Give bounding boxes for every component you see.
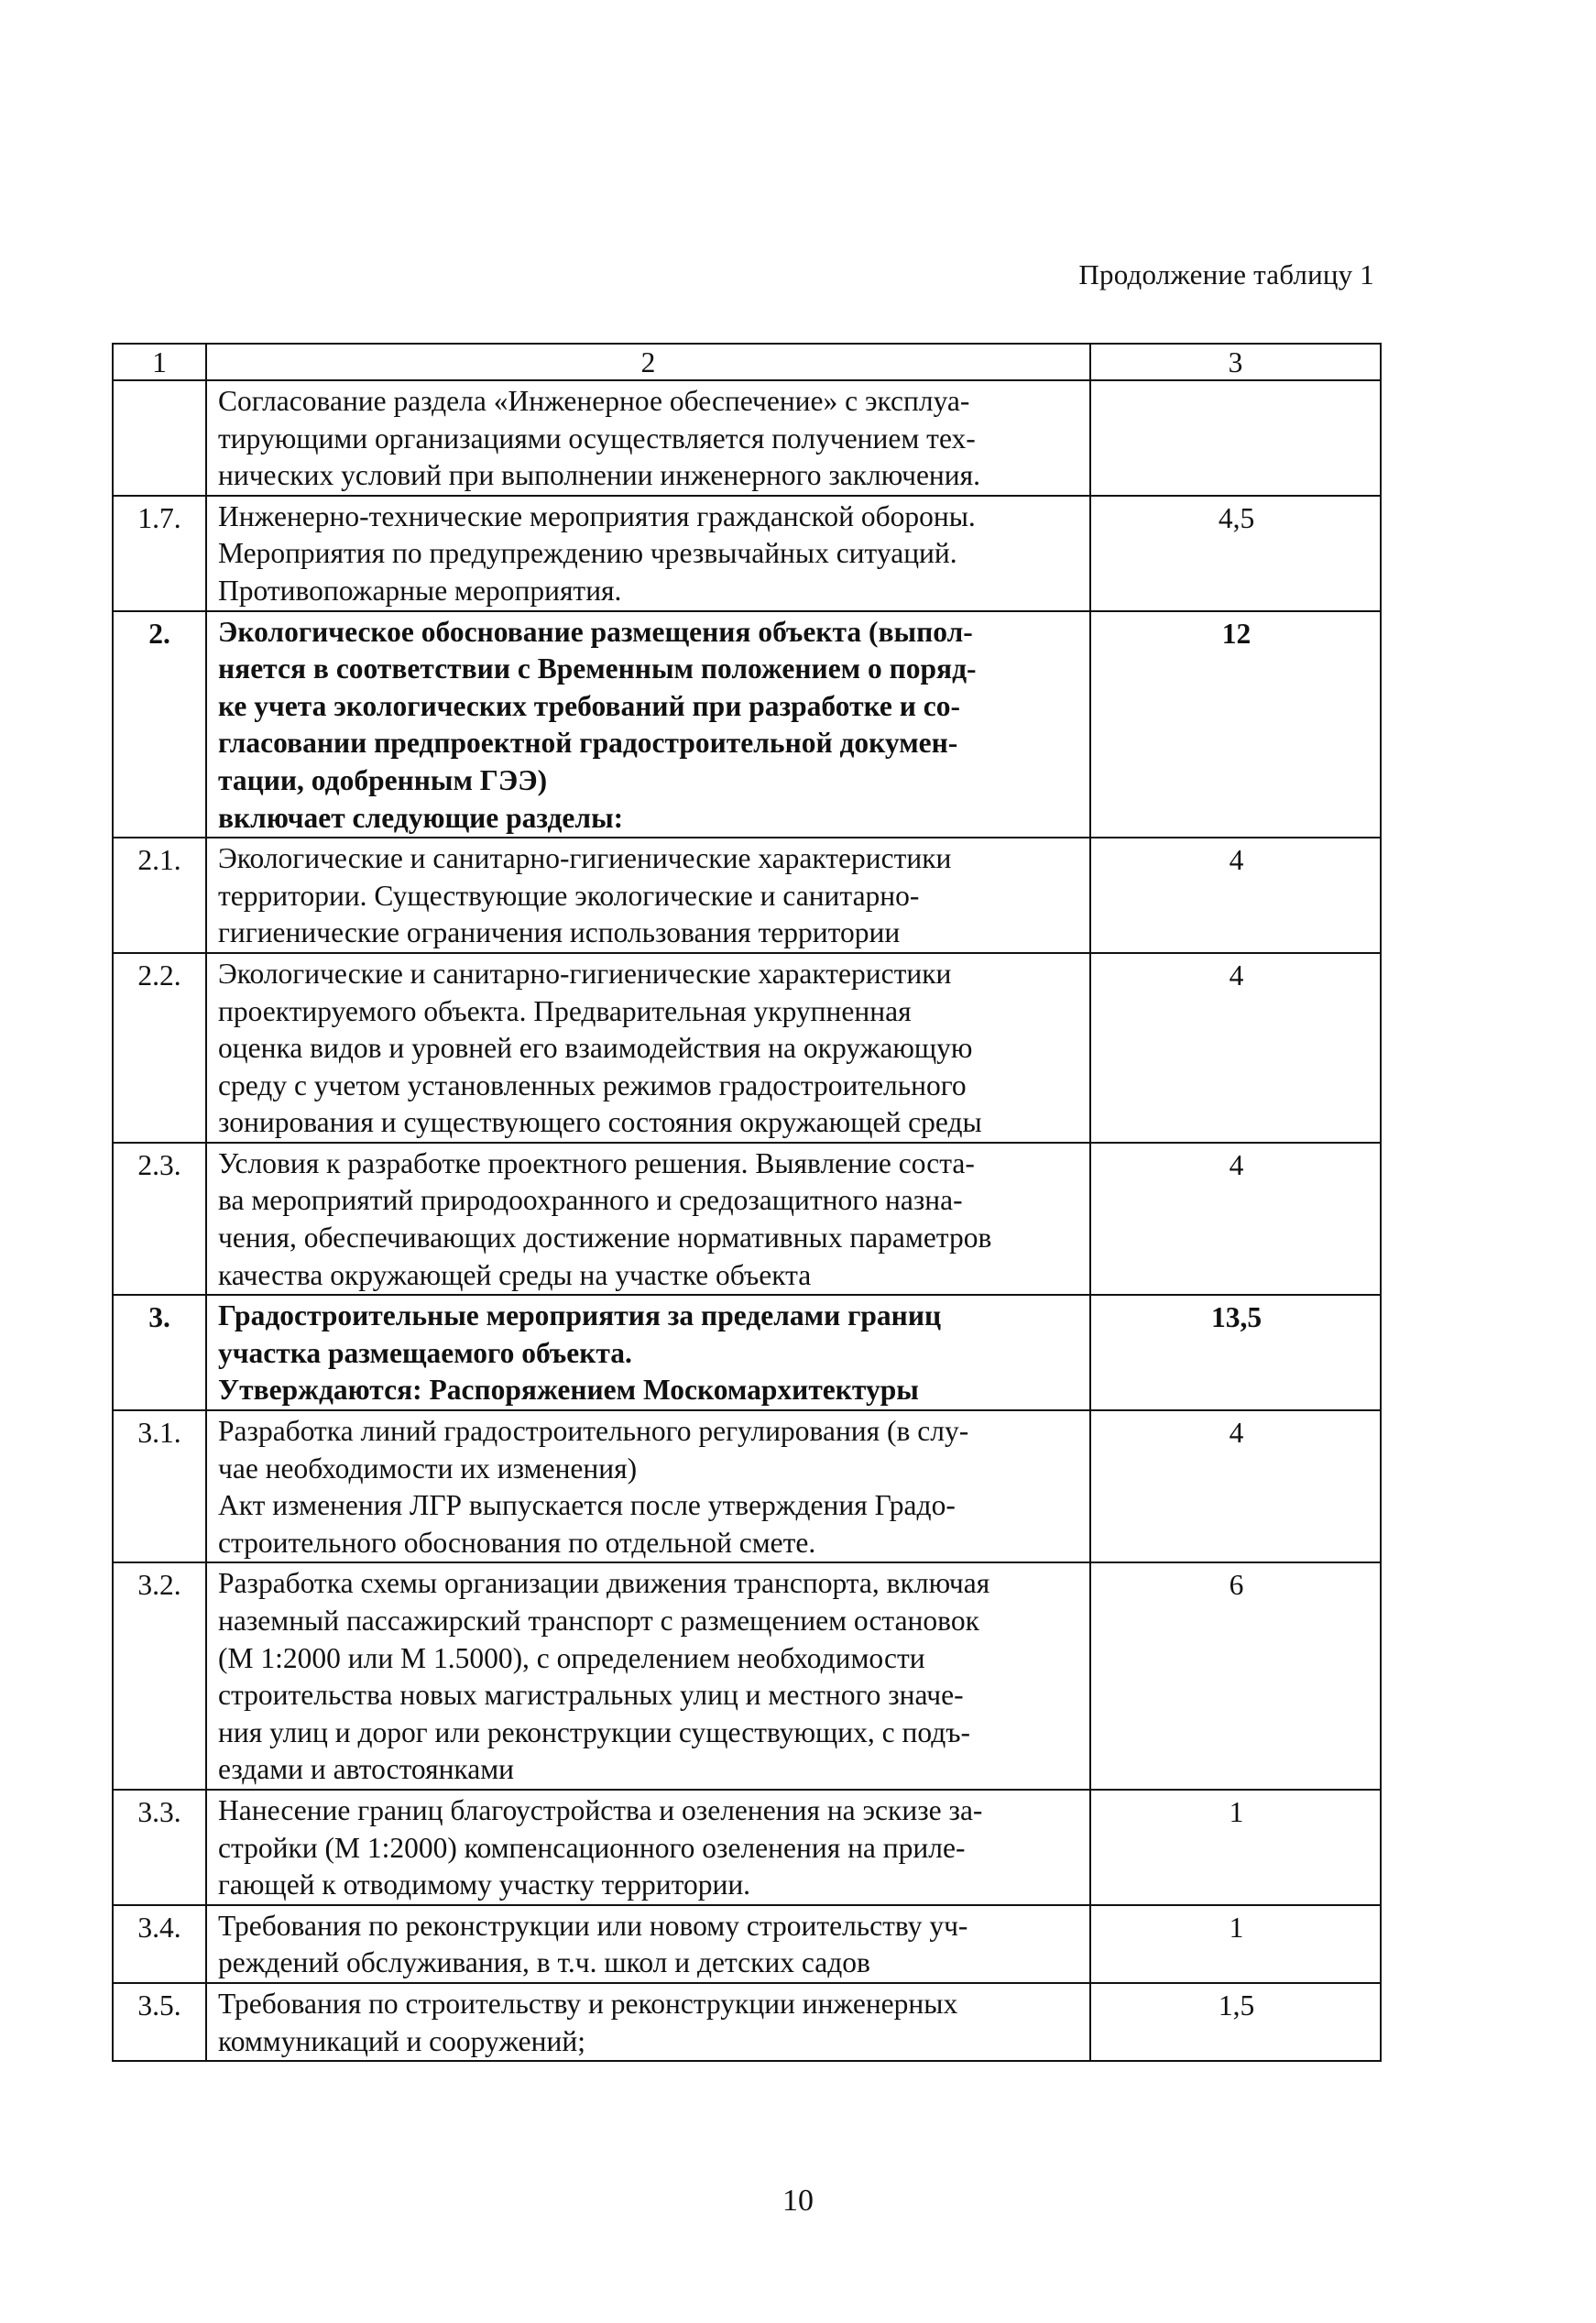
row-value: 1 bbox=[1090, 1905, 1381, 1983]
row-value: 6 bbox=[1090, 1562, 1381, 1790]
description-line: чае необходимости их изменения) bbox=[218, 1452, 638, 1485]
table-row bbox=[113, 838, 1381, 953]
description-line: Разработка линий градостроительного регулирования (в слу- bbox=[218, 1415, 969, 1448]
row-description bbox=[206, 1983, 1090, 2061]
description-line: Утверждаются: Распоряжением Москомархитектуры bbox=[218, 1374, 919, 1407]
row-description bbox=[206, 496, 1090, 611]
description-line: Акт изменения ЛГР выпускается после утверждения Градо- bbox=[218, 1489, 956, 1522]
row-value: 12 bbox=[1090, 611, 1381, 838]
description-line: реждений обслуживания, в т.ч. школ и детских садов bbox=[218, 1946, 870, 1979]
description-line: Инженерно-технические мероприятия гражданской обороны. bbox=[218, 499, 976, 532]
header-col-2: 2 bbox=[206, 344, 1090, 380]
row-number: 3.4. bbox=[113, 1905, 206, 1983]
row-value bbox=[1090, 380, 1381, 496]
description-line: зонирования и существующего состояния окружающей среды bbox=[218, 1106, 982, 1139]
table-row bbox=[113, 1295, 1381, 1410]
description-line: Условия к разработке проектного решения. Выявление соста- bbox=[218, 1146, 975, 1179]
description-line: строительного обоснования по отдельной смете. bbox=[218, 1526, 816, 1559]
description-line: (М 1:2000 или М 1.5000), с определением необходимости bbox=[218, 1641, 925, 1674]
row-value: 4 bbox=[1090, 953, 1381, 1143]
description-line: наземный пассажирский транспорт с размещением остановок bbox=[218, 1605, 979, 1637]
table-row bbox=[113, 611, 1381, 838]
description-line: Противопожарные мероприятия. bbox=[218, 574, 622, 607]
description-line: стройки (М 1:2000) компенсационного озеленения на приле- bbox=[218, 1831, 966, 1864]
row-description bbox=[206, 1790, 1090, 1905]
table-row bbox=[113, 1410, 1381, 1562]
row-description bbox=[206, 1562, 1090, 1790]
table-row bbox=[113, 1905, 1381, 1983]
row-description bbox=[206, 380, 1090, 496]
row-description bbox=[206, 838, 1090, 953]
table-header-row bbox=[113, 344, 1381, 380]
description-line: качества окружающей среды на участке объекта bbox=[218, 1258, 812, 1291]
row-description bbox=[206, 1905, 1090, 1983]
row-number: 3.1. bbox=[113, 1410, 206, 1562]
table-row bbox=[113, 1790, 1381, 1905]
row-number: 3. bbox=[113, 1295, 206, 1410]
description-line: Требования по реконструкции или новому строительству уч- bbox=[218, 1909, 968, 1942]
description-line: Экологические и санитарно-гигиенические характеристики bbox=[218, 842, 952, 875]
description-line: ке учета экологических требований при разработке и со- bbox=[218, 689, 961, 722]
row-value: 4 bbox=[1090, 1410, 1381, 1562]
row-number: 3.2. bbox=[113, 1562, 206, 1790]
row-number: 1.7. bbox=[113, 496, 206, 611]
description-line: Согласование раздела «Инженерное обеспечение» с эксплуа- bbox=[218, 385, 970, 417]
row-number: 2.1. bbox=[113, 838, 206, 953]
row-description bbox=[206, 1295, 1090, 1410]
description-line: Градостроительные мероприятия за пределами границ bbox=[218, 1299, 942, 1332]
table-row bbox=[113, 380, 1381, 496]
description-line: Нанесение границ благоустройства и озеленения на эскизе за- bbox=[218, 1793, 983, 1826]
description-line: тации, одобренным ГЭЭ) bbox=[218, 763, 548, 796]
description-line: строительства новых магистральных улиц и местного значе- bbox=[218, 1679, 964, 1712]
row-value: 4,5 bbox=[1090, 496, 1381, 611]
description-line: чения, обеспечивающих достижение нормативных параметров bbox=[218, 1222, 992, 1255]
row-value: 13,5 bbox=[1090, 1295, 1381, 1410]
description-line: территории. Существующие экологические и санитарно- bbox=[218, 879, 920, 912]
table-row bbox=[113, 496, 1381, 611]
table-row bbox=[113, 1983, 1381, 2061]
row-value: 4 bbox=[1090, 1143, 1381, 1295]
description-line: ва мероприятий природоохранного и средозащитного назна- bbox=[218, 1184, 963, 1217]
row-value: 4 bbox=[1090, 838, 1381, 953]
description-line: Экологические и санитарно-гигиенические характеристики bbox=[218, 957, 952, 990]
row-description bbox=[206, 953, 1090, 1143]
row-number: 2.2. bbox=[113, 953, 206, 1143]
description-line: гающей к отводимому участку территории. bbox=[218, 1868, 751, 1901]
description-line: Мероприятия по предупреждению чрезвычайных ситуаций. bbox=[218, 537, 957, 570]
row-value: 1 bbox=[1090, 1790, 1381, 1905]
table-row bbox=[113, 953, 1381, 1143]
row-description bbox=[206, 1410, 1090, 1562]
description-line: включает следующие разделы: bbox=[218, 801, 624, 834]
description-line: ездами и автостоянками bbox=[218, 1753, 515, 1786]
row-number: 2. bbox=[113, 611, 206, 838]
description-line: гласовании предпроектной градостроительной докумен- bbox=[218, 727, 958, 760]
description-line: участка размещаемого объекта. bbox=[218, 1336, 632, 1369]
header-col-1: 1 bbox=[113, 344, 206, 380]
description-line: оценка видов и уровней его взаимодействия на окружающую bbox=[218, 1032, 973, 1065]
page-number: 10 bbox=[782, 2184, 814, 2218]
description-line: гигиенические ограничения использования территории bbox=[218, 916, 901, 949]
requirements-table bbox=[112, 343, 1382, 2062]
description-line: тирующими организациями осуществляется получением тех- bbox=[218, 422, 976, 455]
description-line: Требования по строительству и реконструкции инженерных bbox=[218, 1987, 958, 2020]
row-value: 1,5 bbox=[1090, 1983, 1381, 2061]
row-number bbox=[113, 380, 206, 496]
description-line: проектируемого объекта. Предварительная укрупненная bbox=[218, 994, 912, 1027]
table-row bbox=[113, 1562, 1381, 1790]
row-number: 3.3. bbox=[113, 1790, 206, 1905]
description-line: Экологическое обоснование размещения объекта (выпол- bbox=[218, 615, 973, 648]
row-description bbox=[206, 611, 1090, 838]
table-row bbox=[113, 1143, 1381, 1295]
description-line: Разработка схемы организации движения транспорта, включая bbox=[218, 1567, 990, 1600]
description-line: среду с учетом установленных режимов градостроительного bbox=[218, 1068, 967, 1101]
description-line: нических условий при выполнении инженерного заключения. bbox=[218, 459, 981, 492]
row-number: 2.3. bbox=[113, 1143, 206, 1295]
description-line: няется в соответствии с Временным положением о поряд- bbox=[218, 652, 977, 685]
header-col-3: 3 bbox=[1090, 344, 1381, 380]
row-description bbox=[206, 1143, 1090, 1295]
description-line: коммуникаций и сооружений; bbox=[218, 2024, 585, 2057]
row-number: 3.5. bbox=[113, 1983, 206, 2061]
description-line: ния улиц и дорог или реконструкции существующих, с подъ- bbox=[218, 1715, 971, 1748]
table-continuation-caption: Продолжение таблицу 1 bbox=[1078, 258, 1374, 290]
